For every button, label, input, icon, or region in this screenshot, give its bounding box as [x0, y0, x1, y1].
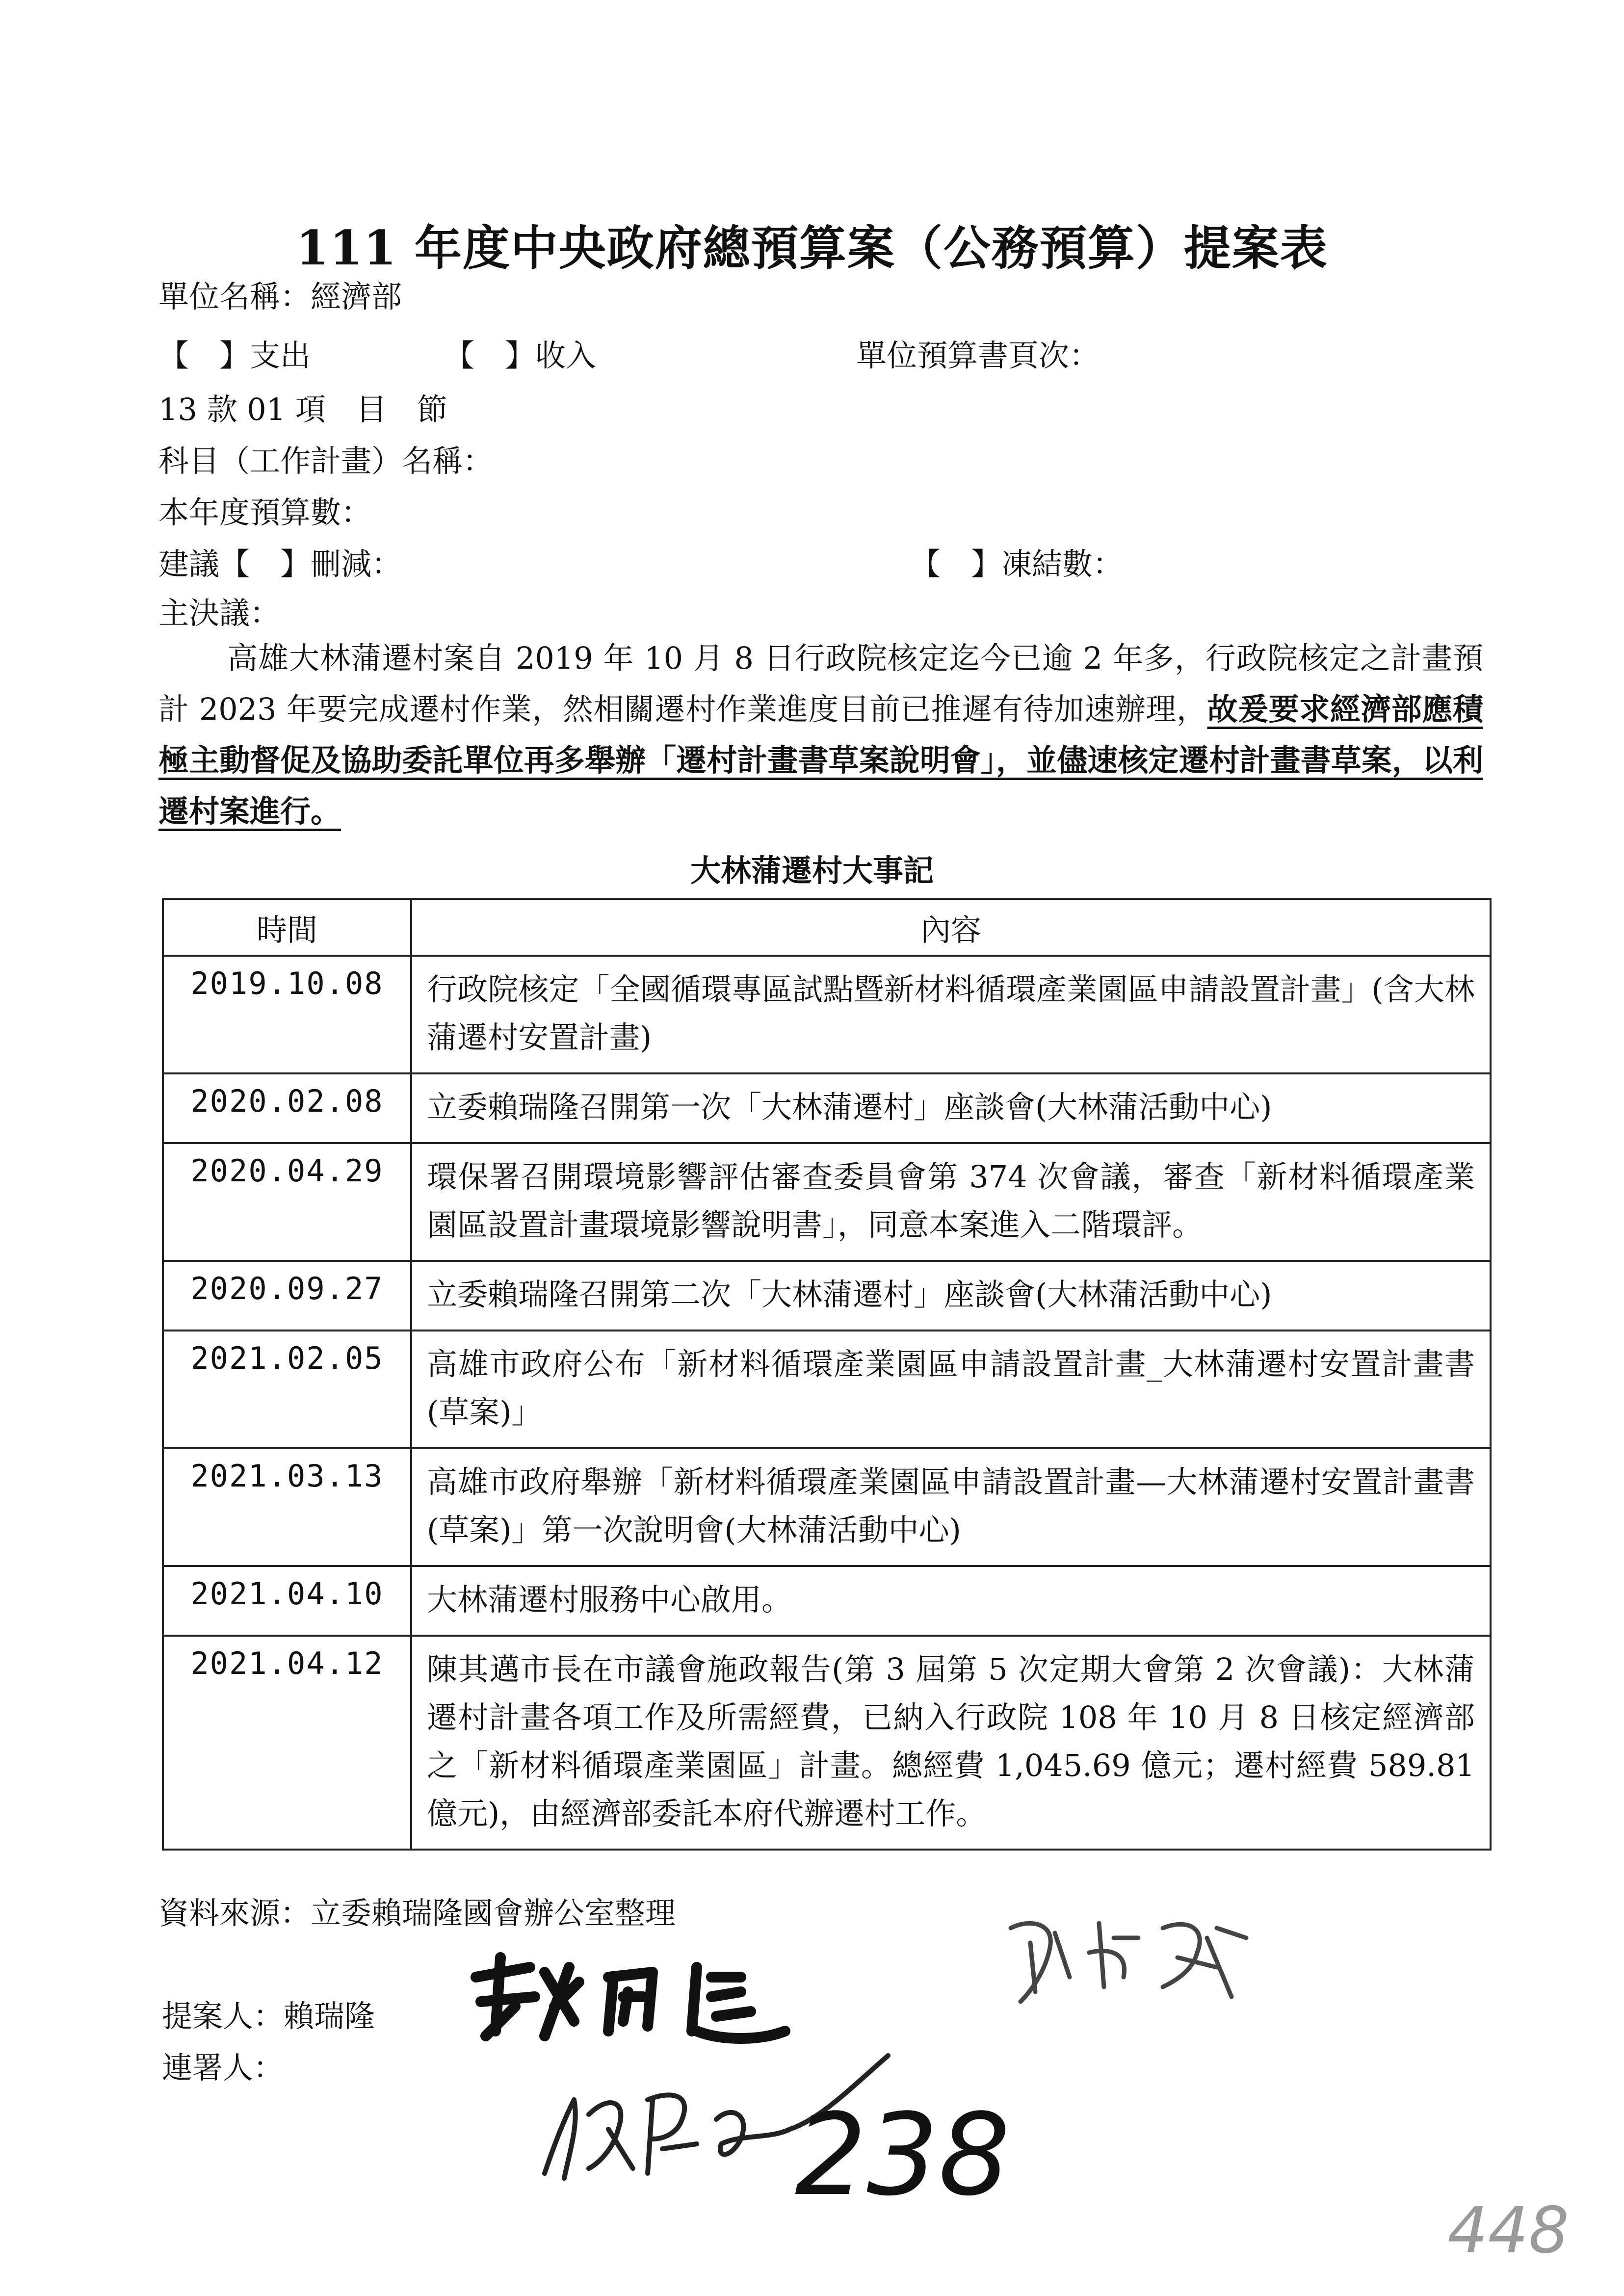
section-line: 13 款 01 項 目 節	[158, 391, 447, 427]
cosigner-label: 連署人：	[162, 2050, 284, 2086]
table-row	[163, 1143, 1491, 1261]
cosigner-signature-1	[1001, 1908, 1276, 2011]
table-row	[163, 1566, 1491, 1636]
row-content: 大林蒲遷村服務中心啟用。	[411, 1566, 1491, 1636]
table-row	[163, 956, 1491, 1073]
table-row	[163, 1636, 1491, 1850]
handwritten-page-number: 238	[795, 2090, 1010, 2221]
resolution-emphasis: 故爰要求經濟部應積極主動督促及協助委託單位再多舉辦「遷村計畫書草案說明會」，並儘速核定遷村計畫書草案，以利遷村案進行。	[158, 691, 1483, 829]
unit-name: 單位名稱：經濟部	[158, 279, 402, 314]
stamp-page-number: 448	[1447, 2193, 1570, 2268]
row-date: 2019.10.08	[163, 956, 411, 1073]
table-caption: 大林蒲遷村大事記	[690, 853, 934, 888]
suggest-cut-label: 建議【 】刪減：	[158, 546, 402, 582]
main-resolution-label: 主決議：	[158, 595, 281, 631]
header-time: 時間	[163, 899, 411, 956]
row-content: 立委賴瑞隆召開第二次「大林蒲遷村」座談會(大林蒲活動中心)	[411, 1261, 1491, 1331]
timeline-table	[162, 898, 1492, 1851]
row-content: 行政院核定「全國循環專區試點暨新材料循環產業園區申請設置計畫」(含大林蒲遷村安置計畫)	[411, 956, 1491, 1073]
proposer-label: 提案人：賴瑞隆	[162, 1998, 375, 2034]
annual-budget-label: 本年度預算數：	[158, 495, 372, 530]
row-date: 2021.02.05	[163, 1331, 411, 1448]
proposer-signature	[466, 1948, 800, 2046]
header-content: 內容	[411, 899, 1491, 956]
row-content: 陳其邁市長在市議會施政報告(第 3 屆第 5 次定期大會第 2 次會議)：大林蒲遷村計畫各項工作及所需經費，已納入行政院 108 年 10 月 8 日核定經濟部之「新材料循環產業園區」計畫。總經費 1,045.69 億元；遷村經費 589.81 億元)，由經濟部委託本府代辦遷村工作。	[411, 1636, 1491, 1850]
table-row	[163, 1331, 1491, 1448]
table-header-row	[163, 899, 1491, 956]
resolution-text: 高雄大林蒲遷村案自 2019 年 10 月 8 日行政院核定迄今已逾 2 年多，行政院核定之計畫預計 2023 年要完成遷村作業，然相關遷村作業進度目前已推遲有待加速辦理，	[158, 640, 1483, 727]
row-date: 2021.04.10	[163, 1566, 411, 1636]
row-date: 2021.03.13	[163, 1448, 411, 1566]
resolution-paragraph	[158, 633, 1483, 837]
row-content: 高雄市政府舉辦「新材料循環產業園區申請設置計畫—大林蒲遷村安置計畫書(草案)」第一次說明會(大林蒲活動中心)	[411, 1448, 1491, 1566]
row-date: 2020.04.29	[163, 1143, 411, 1261]
page-title: 111 年度中央政府總預算案（公務預算）提案表	[296, 220, 1328, 276]
freeze-label: 【 】凍結數：	[910, 546, 1124, 582]
table-row	[163, 1261, 1491, 1331]
data-source: 資料來源：立委賴瑞隆國會辦公室整理	[158, 1895, 676, 1931]
expense-checkbox-label: 【 】支出	[158, 338, 311, 373]
table-row	[163, 1448, 1491, 1566]
row-date: 2021.04.12	[163, 1636, 411, 1850]
row-content: 環保署召開環境影響評估審查委員會第 374 次會議，審查「新材料循環產業園區設置計畫環境影響說明書」，同意本案進入二階環評。	[411, 1143, 1491, 1261]
row-content: 立委賴瑞隆召開第一次「大林蒲遷村」座談會(大林蒲活動中心)	[411, 1073, 1491, 1143]
table-row	[163, 1073, 1491, 1143]
row-date: 2020.02.08	[163, 1073, 411, 1143]
subject-label: 科目（工作計畫）名稱：	[158, 443, 494, 479]
income-checkbox-label: 【 】收入	[444, 338, 597, 373]
row-content: 高雄市政府公布「新材料循環產業園區申請設置計畫_大林蒲遷村安置計畫書(草案)」	[411, 1331, 1491, 1448]
budget-page-label: 單位預算書頁次：	[856, 338, 1100, 373]
row-date: 2020.09.27	[163, 1261, 411, 1331]
